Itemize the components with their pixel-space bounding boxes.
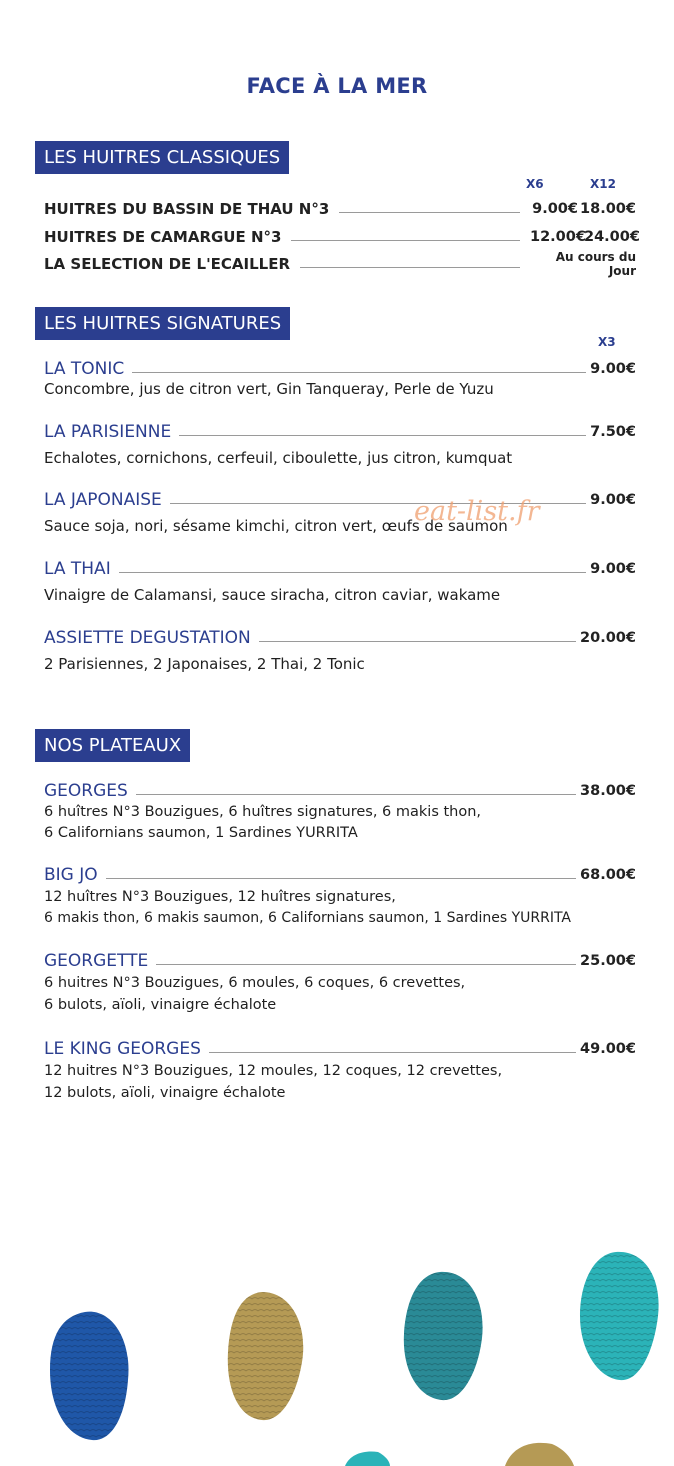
menu-item bbox=[44, 1037, 636, 1061]
leader-line bbox=[106, 878, 576, 879]
menu-item bbox=[44, 626, 636, 650]
item-description-line2: 12 bulots, aïoli, vinaigre échalote bbox=[44, 1085, 286, 1101]
item-price: 7.50€ bbox=[590, 424, 636, 440]
column-header-x6: X6 bbox=[526, 177, 544, 191]
item-description-line1: 6 huitres N°3 Bouzigues, 6 moules, 6 coques, 6 crevettes, bbox=[44, 975, 466, 991]
price-x12: 24.00€ bbox=[584, 229, 640, 245]
item-description: 2 Parisiennes, 2 Japonaises, 2 Thai, 2 Tonic bbox=[44, 655, 365, 673]
column-header-x3: X3 bbox=[598, 335, 616, 349]
item-name: GEORGES bbox=[44, 781, 128, 801]
section-header-signatures: LES HUITRES SIGNATURES bbox=[35, 307, 290, 340]
leader-line bbox=[119, 572, 586, 573]
leader-line bbox=[291, 240, 520, 241]
oyster-shell-icon bbox=[228, 1292, 303, 1420]
leader-line bbox=[179, 435, 586, 436]
item-name: LA TONIC bbox=[44, 359, 125, 379]
menu-item bbox=[44, 420, 636, 444]
item-price: 9.00€ bbox=[590, 561, 636, 577]
menu-item bbox=[44, 557, 636, 581]
menu-row bbox=[44, 250, 636, 278]
oyster-shell-icon bbox=[404, 1272, 483, 1400]
item-description: Echalotes, cornichons, cerfeuil, ciboulette, jus citron, kumquat bbox=[44, 449, 513, 467]
menu-row bbox=[44, 226, 640, 248]
item-name: LA SELECTION DE L'ECAILLER bbox=[44, 255, 291, 273]
item-description: Sauce soja, nori, sésame kimchi, citron vert, œufs de saumon bbox=[44, 517, 508, 535]
menu-item bbox=[44, 779, 636, 803]
item-name: BIG JO bbox=[44, 865, 98, 885]
item-name: LA PARISIENNE bbox=[44, 422, 172, 442]
item-description-line1: 12 huîtres N°3 Bouzigues, 12 huîtres signatures, bbox=[44, 889, 396, 905]
item-name: HUITRES DU BASSIN DE THAU N°3 bbox=[44, 200, 330, 218]
oyster-illustration bbox=[0, 1230, 674, 1466]
item-description-line2: 6 makis thon, 6 makis saumon, 6 Californians saumon, 1 Sardines YURRITA bbox=[44, 910, 571, 926]
item-name: LE KING GEORGES bbox=[44, 1039, 201, 1059]
item-name: ASSIETTE DEGUSTATION bbox=[44, 628, 251, 648]
item-name: HUITRES DE CAMARGUE N°3 bbox=[44, 228, 282, 246]
price-x6: 9.00€ bbox=[532, 201, 578, 217]
item-price: 9.00€ bbox=[590, 492, 636, 508]
oyster-shell-icon bbox=[50, 1312, 129, 1440]
item-description-line1: 12 huitres N°3 Bouzigues, 12 moules, 12 coques, 12 crevettes, bbox=[44, 1063, 503, 1079]
section-header-plateaux: NOS PLATEAUX bbox=[35, 729, 190, 762]
page-title: FACE À LA MER bbox=[246, 74, 428, 98]
item-price: 49.00€ bbox=[580, 1041, 636, 1057]
leader-line bbox=[136, 794, 576, 795]
item-name: LA THAI bbox=[44, 559, 111, 579]
item-description-line2: 6 Californians saumon, 1 Sardines YURRITA bbox=[44, 825, 358, 841]
item-description: Vinaigre de Calamansi, sauce siracha, citron caviar, wakame bbox=[44, 586, 501, 604]
item-price: 20.00€ bbox=[580, 630, 636, 646]
item-name: GEORGETTE bbox=[44, 951, 149, 971]
leader-line bbox=[156, 964, 576, 965]
item-price: 25.00€ bbox=[580, 953, 636, 969]
oyster-shell-icon bbox=[580, 1252, 659, 1380]
menu-item bbox=[44, 488, 636, 512]
column-header-x12: X12 bbox=[590, 177, 616, 191]
menu-row bbox=[44, 198, 636, 220]
section-header-classiques: LES HUITRES CLASSIQUES bbox=[35, 141, 289, 174]
item-price: 68.00€ bbox=[580, 867, 636, 883]
price-market: Au cours du Jour bbox=[555, 250, 636, 278]
menu-item bbox=[44, 949, 636, 973]
watermark: eat-list.fr bbox=[414, 496, 540, 527]
menu-item bbox=[44, 863, 636, 887]
leader-line bbox=[339, 212, 520, 213]
item-description-line1: 6 huîtres N°3 Bouzigues, 6 huîtres signatures, 6 makis thon, bbox=[44, 804, 482, 820]
item-description: Concombre, jus de citron vert, Gin Tanqueray, Perle de Yuzu bbox=[44, 380, 494, 398]
item-price: 38.00€ bbox=[580, 783, 636, 799]
leader-line bbox=[209, 1052, 576, 1053]
item-description-line2: 6 bulots, aïoli, vinaigre échalote bbox=[44, 997, 277, 1013]
menu-item bbox=[44, 357, 636, 381]
price-x6: 12.00€ bbox=[530, 229, 586, 245]
item-price: 9.00€ bbox=[590, 361, 636, 377]
price-x12: 18.00€ bbox=[580, 201, 636, 217]
item-name: LA JAPONAISE bbox=[44, 490, 162, 510]
leader-line bbox=[300, 267, 520, 268]
leader-line bbox=[132, 372, 586, 373]
leader-line bbox=[259, 641, 576, 642]
